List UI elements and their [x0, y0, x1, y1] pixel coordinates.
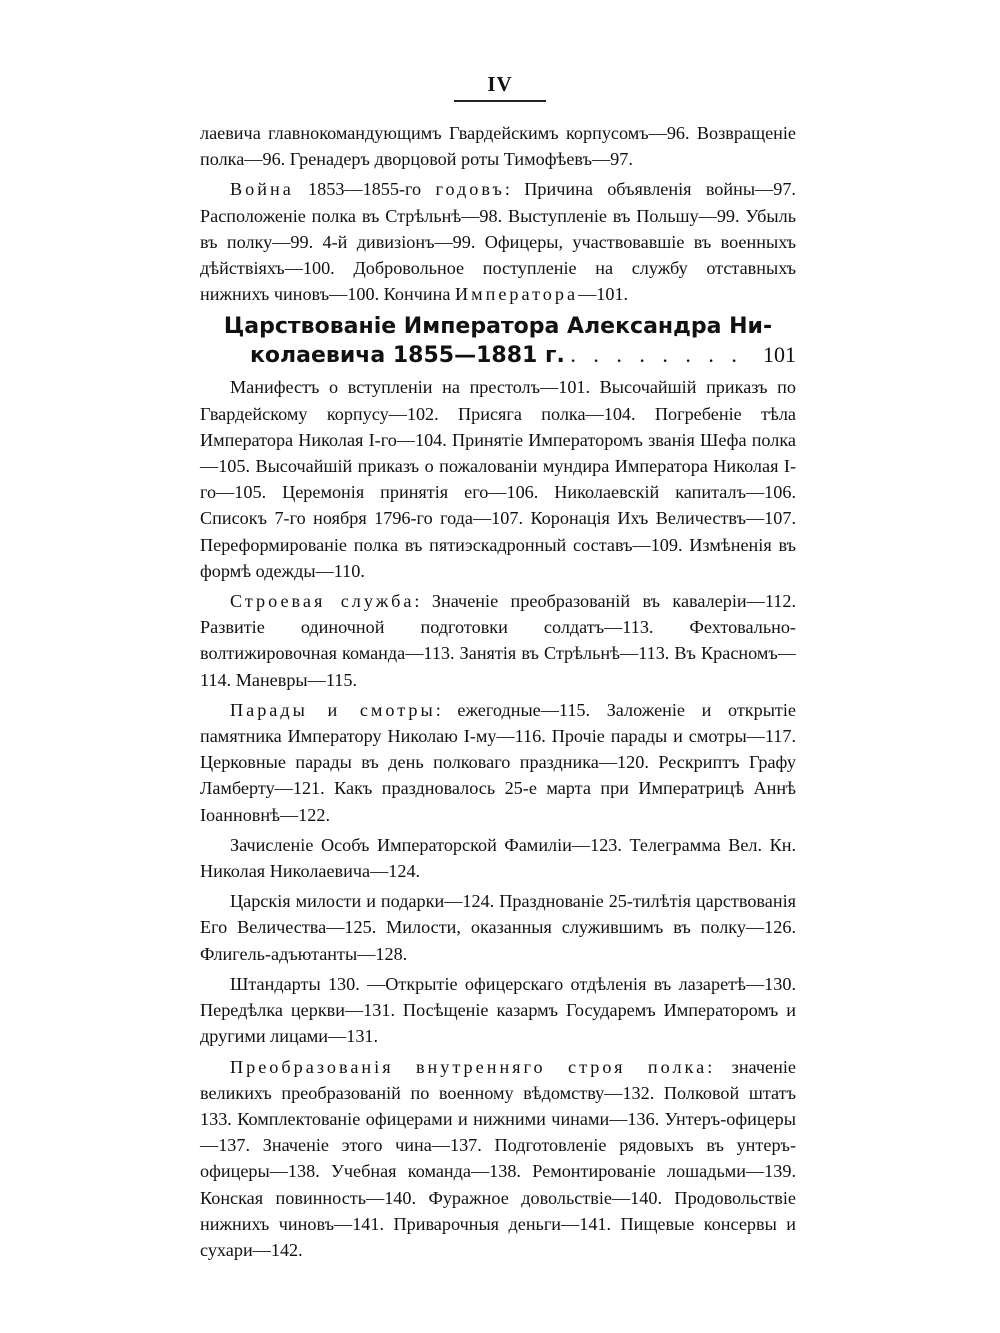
war-years: 1853—1855-го [293, 179, 436, 200]
reforms-lead: Преобразованія внутренняго строя полка [230, 1056, 708, 1077]
toc-paragraph-parades [200, 697, 796, 828]
war-emperor: Императора [454, 284, 579, 305]
header-rule [454, 100, 546, 102]
reign-heading-leader-dots: . . . . . . . . [570, 342, 743, 368]
toc-paragraph-service [200, 588, 796, 693]
reign-heading [200, 313, 796, 370]
reign-heading-text: колаевича 1855—1881 г. [250, 343, 565, 369]
toc-paragraph-enrollment: Зачисленіе Особъ Императорской Фамиліи—123. Телеграмма Вел. Кн. Николая Николаевича—124. [200, 834, 796, 882]
table-of-contents [200, 120, 796, 1267]
toc-paragraph-intro: лаевича главнокомандующимъ Гвардейскимъ корпусомъ—96. Возвращеніе полка—96. Гренадеръ дворцовой роты Тимофѣевъ—97. [200, 123, 796, 170]
war-body: : Причина объявленія войны—97. Расположеніе полка въ Стрѣльнѣ—98. Выступленіе въ Польшу—99. Убыль въ полку—99. 4-й дивизіонъ—99. Офицеры, участвовавшіе въ военныхъ дѣйствіяхъ—100. Добровольное поступленіе на службу отставныхъ нижнихъ чиновъ—100. Кончина [200, 179, 796, 305]
parades-lead: Парады и смотры [230, 699, 436, 720]
war-lead: Война [230, 179, 294, 200]
service-lead: Строевая служба [230, 591, 415, 612]
reign-heading-line-2 [200, 341, 796, 370]
service-body: : Значеніе преобразованій въ кавалеріи—112. Развитіе одиночной подготовки солдатъ—113. Фехтовально-волтижировочная команда—113. Занятія въ Стрѣльнѣ—113. Въ Красномъ—114. Маневры—115. [200, 591, 797, 690]
parades-body: : ежегодные—115. Заложеніе и открытіе памятника Императору Николаю I-му—116. Прочіе парады и смотры—117. Церковные парады въ день полковаго праздника—120. Рескриптъ Графу Ламберту—121. Какъ праздновалось 25-е марта при Императрицѣ Аннѣ Іоанновнѣ—122. [200, 699, 796, 825]
toc-paragraph-standards: Штандарты 130. —Открытіе офицерскаго отдѣленія въ лазаретѣ—130. Передѣлка церкви—131. Посѣщеніе казармъ Государемъ Императоромъ и другими лицами—131. [200, 973, 796, 1047]
toc-paragraph-favors: Царскія милости и подарки—124. Празднованіе 25-тилѣтія царствованія Его Величества—125. Милости, оказанныя служившимъ въ полку—126. Флигель-адъютанты—128. [200, 891, 796, 964]
toc-paragraph-manifesto: Манифестъ о вступленіи на престолъ—101. Высочайшій приказъ по Гвардейскому корпусу—102. Присяга полка—104. Погребеніе тѣла Императора Николая I-го—104. Принятіе Императоромъ званія Шефа полка—105. Высочайшій приказъ о пожалованіи мундира Императора Николая I-го—105. Церемонія принятія его—106. Николаевскій капиталъ—106. Списокъ 7-го ноября 1796-го года—107. Коронація Ихъ Величествъ—107. Переформированіе полка въ пятиэскадронный составъ—109. Измѣненія въ формѣ одежды—110. [200, 377, 796, 581]
toc-paragraph-war [200, 176, 796, 307]
page-number: IV [487, 72, 513, 96]
war-tail: —101. [578, 284, 629, 305]
war-lead-years: годовъ [435, 179, 505, 200]
reign-heading-page-ref: 101 [763, 342, 796, 368]
toc-paragraph-reforms [200, 1054, 796, 1264]
page-header [0, 72, 1000, 102]
reign-heading-line-1: Царствованіе Императора Александра Ни- [223, 314, 773, 340]
reforms-body: : значеніе великихъ преобразованій по военному вѣдомству—132. Полковой штатъ 133. Комплектованіе офицерами и нижними чинами—136. Унтеръ-офицеры—137. Значеніе этого чина—137. Подготовленіе рядовыхъ въ унтеръ-офицеры—138. Учебная команда—138. Ремонтированіе лошадьми—139. Конская повинность—140. Фуражное довольствіе—140. Продовольствіе нижнихъ чиновъ—141. Приварочныя деньги—141. Пищевые консервы и сухари—142. [200, 1056, 796, 1260]
